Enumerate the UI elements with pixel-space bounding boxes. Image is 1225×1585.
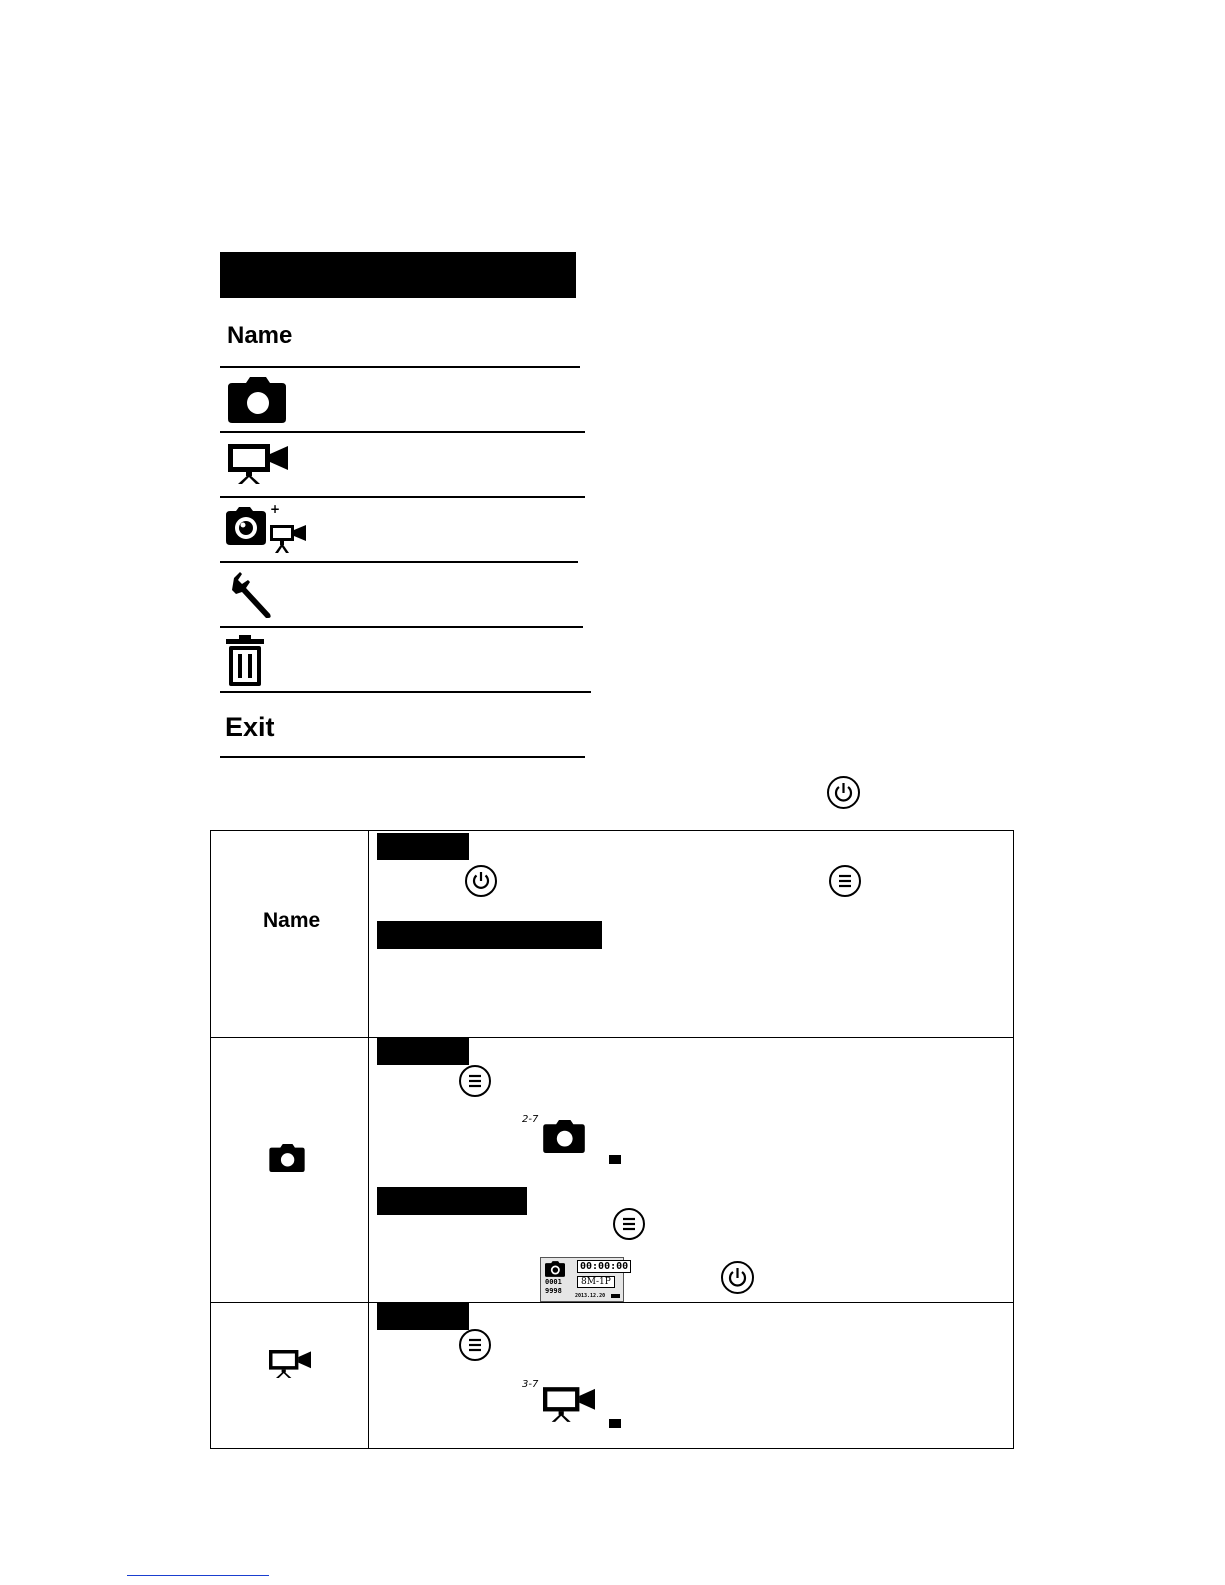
menu-button-icon (829, 865, 861, 897)
redacted-heading (377, 1038, 469, 1065)
menu-button-icon (459, 1065, 491, 1097)
lcd-mode: 8M-1P (577, 1276, 615, 1288)
figure-ref: 3-7 (522, 1379, 539, 1390)
lcd-screen-preview (540, 1257, 629, 1302)
lcd-timer: 00:00:00 (577, 1260, 631, 1273)
table-row-label-name: Name (263, 909, 321, 932)
menu-item-label: Exit (225, 712, 275, 742)
figure-ref: 2-7 (522, 1114, 539, 1125)
photo-plus-video-icon (226, 503, 310, 559)
menu-button-icon (459, 1329, 491, 1361)
power-button-icon (465, 865, 497, 897)
redacted-heading (377, 1187, 527, 1215)
svg-text:+: + (270, 503, 281, 516)
lcd-count: 0001 (545, 1278, 562, 1286)
footer-link-underline (127, 1575, 269, 1576)
video-camera-icon (228, 444, 288, 484)
menu-item-exit[interactable] (220, 694, 585, 758)
function-table (210, 830, 1014, 1449)
trash-icon (226, 635, 264, 687)
menu-item-settings[interactable] (220, 564, 583, 628)
camera-icon (228, 377, 286, 423)
redacted-heading (377, 921, 602, 949)
menu-header-bar (220, 252, 576, 298)
camera-icon (545, 1261, 565, 1277)
power-button-icon (721, 1261, 754, 1294)
lcd-remaining: 9998 (545, 1287, 562, 1295)
ok-icon (609, 1155, 621, 1164)
menu-button-icon (613, 1208, 645, 1240)
menu-item-photo-video[interactable] (220, 499, 578, 563)
redacted-heading (377, 1303, 469, 1330)
menu-item-photo[interactable] (220, 369, 585, 433)
menu-item-delete[interactable] (220, 629, 591, 693)
menu-item-video[interactable] (220, 434, 585, 498)
video-camera-icon (269, 1350, 311, 1378)
wrench-icon (230, 570, 276, 620)
camera-icon (543, 1120, 585, 1153)
lcd-date: 2013.12.20 (575, 1293, 606, 1299)
battery-icon (611, 1294, 620, 1298)
video-camera-icon (543, 1387, 595, 1422)
power-button-icon (827, 776, 860, 809)
ok-icon (609, 1419, 621, 1428)
redacted-heading (377, 833, 469, 860)
camera-icon (269, 1144, 305, 1172)
menu-item-name[interactable] (220, 304, 580, 368)
menu-item-label: Name (227, 322, 293, 349)
